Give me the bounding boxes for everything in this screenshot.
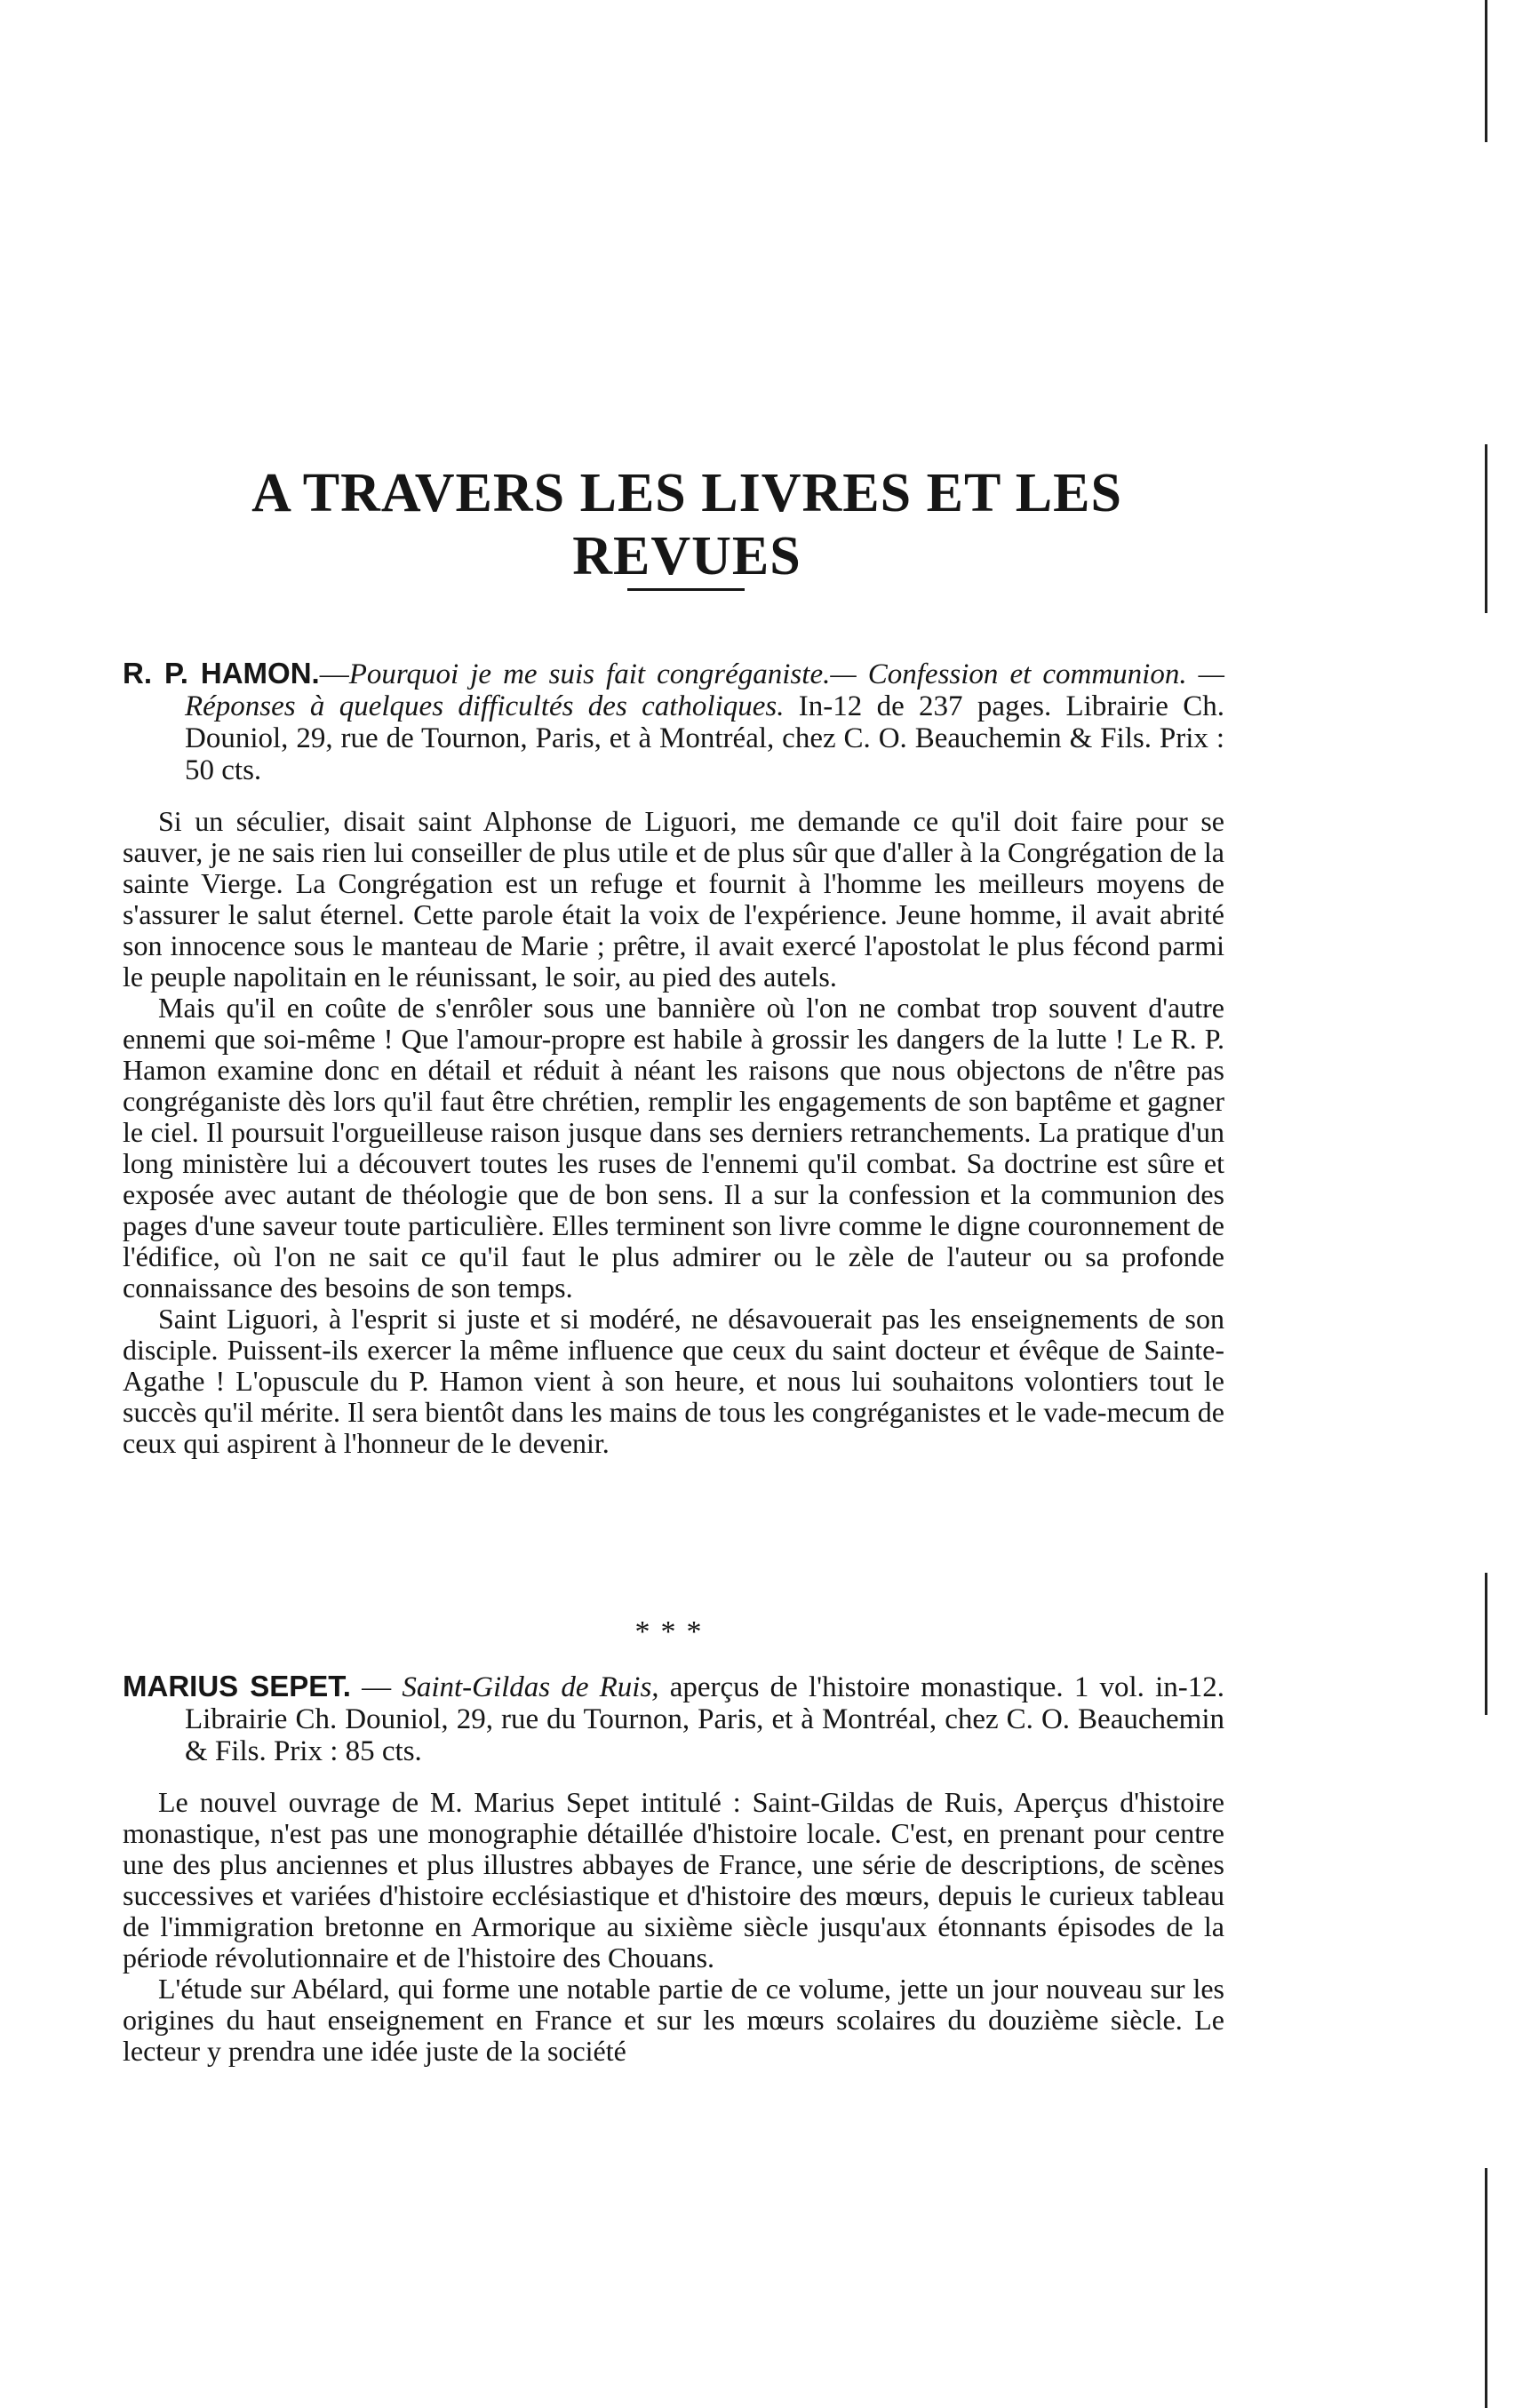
entry-publication-details: In-12 de 237 pages. Librairie Ch. Douniol, 29, rue de Tournon, Paris, et à Montréal, chez C. O. Beauchemin & Fils. Prix : 50 cts. bbox=[185, 690, 1224, 786]
entry-work-title: Pourquoi je me suis fait congréganiste.— Confession et communion. — Réponses à quelques difficultés des catholiques. bbox=[185, 658, 1224, 722]
margin-scan-mark bbox=[1485, 444, 1487, 613]
review-paragraph: Si un séculier, disait saint Alphonse de Liguori, me demande ce qu'il doit faire pour se sauver, je ne sais rien lui conseiller de plus utile et de plus sûr que d'aller à la Congrégation de la sainte Vierge. La Congrégation est un refuge et fournit à l'homme les meilleurs moyens de s'assurer le salut éternel. Cette parole était la voix de l'expérience. Jeune homme, il avait abrité son innocence sous le manteau de Marie ; prêtre, il avait exercé l'apostolat le plus fécond parmi le peuple napolitain en le réunissant, le soir, au pied des autels. bbox=[123, 805, 1224, 993]
review-paragraph: Le nouvel ouvrage de M. Marius Sepet intitulé : Saint-Gildas de Ruis, Aperçus d'histoire monastique, n'est pas une monographie détaillée d'histoire locale. C'est, en prenant pour centre une des plus anciennes et plus illustres abbayes de France, une série de descriptions, de scènes successives et variées d'histoire ecclésiastique et d'histoire des mœurs, depuis le curieux tableau de l'immigration bretonne en Armorique au sixième siècle jusqu'aux étonnants épisodes de la période révolutionnaire et de l'histoire des Chouans. bbox=[123, 1786, 1224, 1973]
review-paragraph: Mais qu'il en coûte de s'enrôler sous une bannière où l'on ne combat trop souvent d'autre ennemi que soi-même ! Que l'amour-propre est habile à grossir les dangers de la lutte ! Le R. P. Hamon examine donc en détail et réduit à néant les raisons que nous objectons de n'être pas congréganiste dès lors qu'il faut être chrétien, remplir les engagements de son baptême et gagner le ciel. Il poursuit l'orgueilleuse raison jusque dans ses derniers retranchements. La pratique d'un long ministère lui a découvert toutes les ruses de l'ennemi qu'il combat. Sa doctrine est sûre et exposée avec autant de théologie que de bon sens. Il a sur la confession et la communion des pages d'une saveur toute particulière. Elles terminent son livre comme le digne couronnement de l'édifice, où l'on ne sait ce qu'il faut le plus admirer ou le zèle de l'auteur ou sa profonde connaissance des besoins de son temps. bbox=[123, 992, 1224, 1304]
review-paragraph: L'étude sur Abélard, qui forme une notable partie de ce volume, jette un jour nouveau sur les origines du haut enseignement en France et sur les mœurs scolaires du douzième siècle. Le lecteur y prendra une idée juste de la société bbox=[123, 1973, 1224, 2067]
entry-author: MARIUS SEPET. bbox=[123, 1670, 351, 1702]
section-separator: *** bbox=[634, 1615, 713, 1648]
entry-author: R. P. HAMON. bbox=[123, 657, 320, 690]
review-paragraph: Saint Liguori, à l'esprit si juste et si modéré, ne désavouerait pas les enseignements de son disciple. Puissent-ils exercer la même influence que ceux du saint docteur et évêque de Sainte-Agathe ! L'opuscule du P. Hamon vient à son heure, et nous lui souhaitons volontiers tout le succès qu'il mérite. Il sera bientôt dans les mains de tous les congréganistes et le vade-mecum de ceux qui aspirent à l'honneur de le devenir. bbox=[123, 1303, 1224, 1459]
entry-separator: — bbox=[350, 1671, 403, 1703]
title-rule bbox=[627, 588, 745, 591]
review-entry-sepet bbox=[123, 1670, 1224, 2067]
entry-work-title: Saint-Gildas de Ruis, bbox=[402, 1671, 659, 1703]
entry-heading bbox=[123, 658, 1224, 786]
margin-scan-mark bbox=[1485, 1573, 1487, 1715]
entry-publication-details: aperçus de l'histoire monastique. 1 vol. in-12. Librairie Ch. Douniol, 29, rue du Tournon, Paris, et à Montréal, chez C. O. Beauchemin & Fils. Prix : 85 cts. bbox=[185, 1671, 1224, 1767]
margin-scan-mark bbox=[1485, 2168, 1487, 2408]
page-title: A TRAVERS LES LIVRES ET LES REVUES bbox=[251, 463, 1122, 586]
entry-separator: — bbox=[319, 658, 349, 690]
entry-heading bbox=[123, 1670, 1224, 1767]
review-entry-hamon bbox=[123, 658, 1224, 1459]
margin-scan-mark bbox=[1485, 0, 1487, 142]
